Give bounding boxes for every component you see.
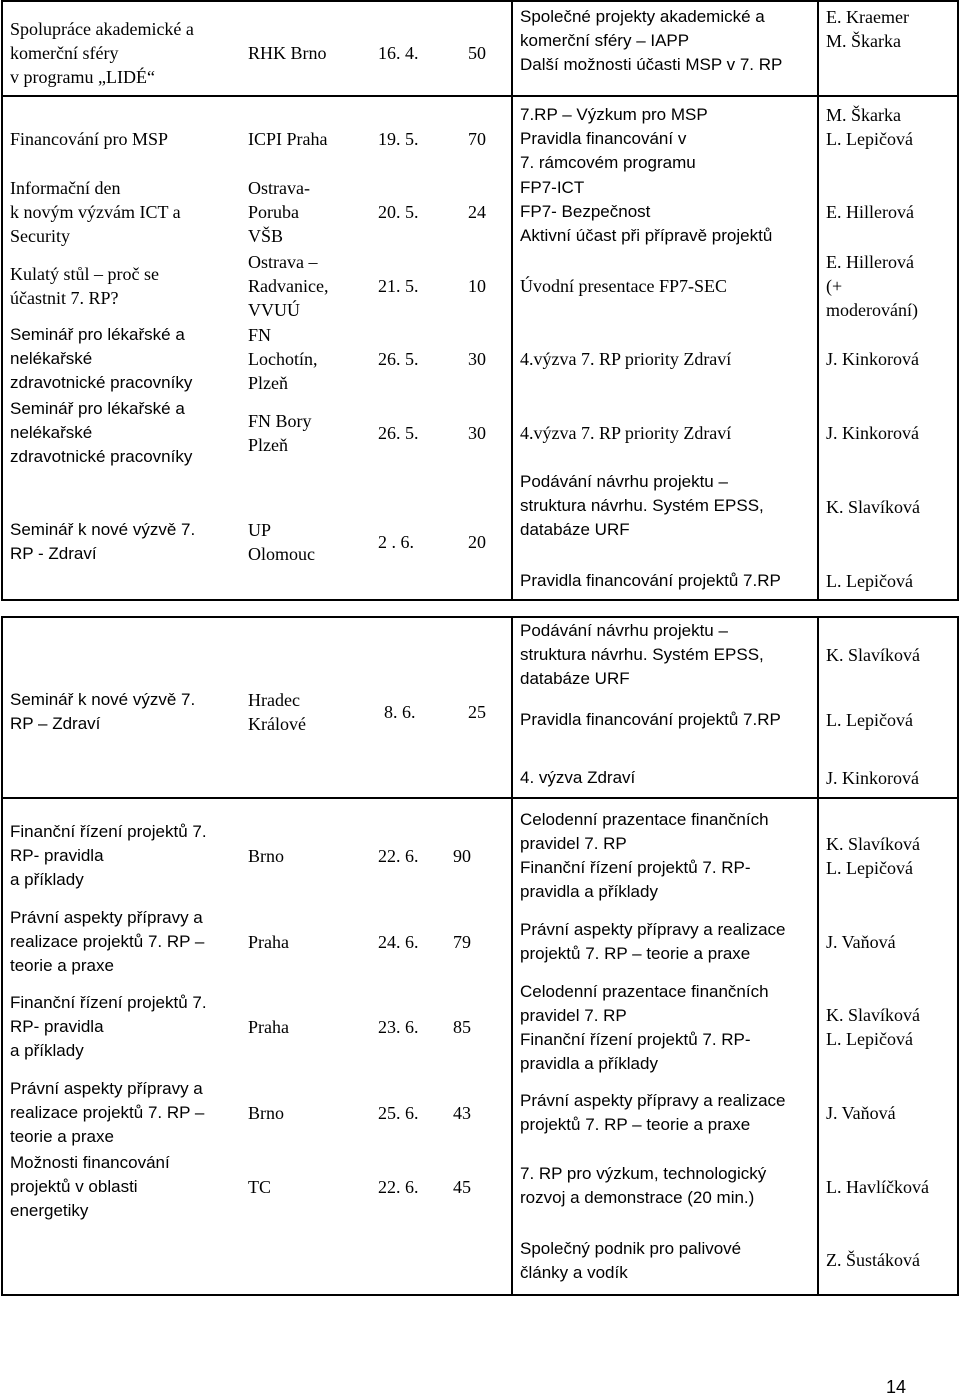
event-topic: Pravidla financování projektů 7.RP	[520, 571, 781, 590]
page-number: 14	[886, 1377, 907, 1397]
event-topic: Podávání návrhu projektu – struktura návrhu. Systém EPSS, databáze URF	[520, 472, 764, 539]
event-place: Ostrava – Radvanice, VVUÚ	[248, 252, 329, 320]
event-topic: 7. RP pro výzkum, technologický rozvoj a demonstrace (20 min.)	[520, 1164, 767, 1207]
event-speaker: J. Vaňová	[826, 1103, 896, 1123]
event-title: Kulatý stůl – proč se účastnit 7. RP?	[10, 264, 159, 308]
event-title: Spolupráce akademické a komerční sféry v programu „LIDÉ“	[10, 19, 194, 87]
event-attendance: 79	[453, 932, 471, 952]
event-attendance: 90	[453, 846, 471, 866]
event-topic: Podávání návrhu projektu – struktura návrhu. Systém EPSS, databáze URF	[520, 621, 764, 688]
event-title: Seminář k nové výzvě 7. RP – Zdraví	[10, 690, 196, 733]
event-place: TC	[248, 1177, 272, 1197]
event-topic: Celodenní prazentace finančních pravidel 7. RP Finanční řízení projektů 7. RP- pravidla a příklady	[520, 810, 769, 901]
event-date: 2 . 6.	[378, 532, 414, 552]
event-date: 23. 6.	[378, 1017, 419, 1037]
event-date: 21. 5.	[378, 276, 419, 296]
table-border	[1, 1294, 958, 1296]
table-border	[957, 0, 959, 601]
table-border	[1, 797, 3, 1296]
event-attendance: 45	[453, 1177, 471, 1197]
event-title: Finanční řízení projektů 7. RP- pravidla a příklady	[10, 822, 207, 889]
event-speakers: M. Škarka L. Lepičová	[826, 105, 913, 149]
event-topic: FP7-ICT FP7- Bezpečnost Aktivní účast při přípravě projektů	[520, 178, 773, 245]
event-attendance: 24	[468, 202, 486, 222]
event-topic: 4.výzva 7. RP priority Zdraví	[520, 423, 732, 443]
event-title: Informační den k novým výzvám ICT a Security	[10, 178, 181, 246]
event-place: FN Bory Plzeň	[248, 411, 312, 455]
table-border	[957, 797, 959, 1296]
event-attendance: 10	[468, 276, 486, 296]
event-speakers: K. Slavíková L. Lepičová	[826, 1005, 920, 1049]
table-border	[511, 616, 513, 799]
table-border	[511, 797, 513, 1296]
event-topic: Společný podnik pro palivové články a vodík	[520, 1239, 742, 1282]
event-place: Praha	[248, 932, 289, 952]
event-title: Financování pro MSP	[10, 129, 169, 149]
event-date: 24. 6.	[378, 932, 419, 952]
event-topic: 4.výzva 7. RP priority Zdraví	[520, 349, 732, 369]
event-place: Brno	[248, 846, 284, 866]
event-attendance: 30	[468, 349, 486, 369]
event-date: 22. 6.	[378, 846, 419, 866]
event-place: UP Olomouc	[248, 520, 315, 564]
event-topic: Celodenní prazentace finančních pravidel 7. RP Finanční řízení projektů 7. RP- pravidla a příklady	[520, 982, 769, 1073]
event-place: FN Lochotín, Plzeň	[248, 325, 318, 393]
table-border	[817, 797, 819, 1296]
event-title: Seminář k nové výzvě 7. RP - Zdraví	[10, 520, 196, 563]
table-border	[1, 0, 3, 601]
table-border	[1, 797, 958, 799]
event-title: Možnosti financování projektů v oblasti energetiky	[10, 1153, 170, 1220]
event-title: Seminář pro lékařské a nelékařské zdravotnické pracovníky	[10, 325, 193, 392]
event-speaker: J. Kinkorová	[826, 768, 919, 788]
table-border	[817, 616, 819, 799]
event-speaker: K. Slavíková	[826, 645, 920, 665]
table-border	[1, 616, 3, 799]
event-place: RHK Brno	[248, 43, 327, 63]
table-border	[511, 0, 513, 601]
event-title: Právní aspekty přípravy a realizace projektů 7. RP – teorie a praxe	[10, 1079, 205, 1146]
event-speaker: E. Hillerová	[826, 202, 914, 222]
event-speaker: L. Lepičová	[826, 571, 913, 591]
event-speakers: E. Kraemer M. Škarka	[826, 7, 909, 51]
event-attendance: 25	[468, 702, 486, 722]
event-date: 26. 5.	[378, 349, 419, 369]
event-topic: Pravidla financování projektů 7.RP	[520, 710, 781, 729]
event-place: ICPI Praha	[248, 129, 328, 149]
event-attendance: 50	[468, 43, 486, 63]
event-date: 22. 6.	[378, 1177, 419, 1197]
event-speaker: Z. Šustáková	[826, 1250, 920, 1270]
table-border	[1, 616, 958, 618]
event-place: Brno	[248, 1103, 284, 1123]
event-date: 20. 5.	[378, 202, 419, 222]
table-border	[817, 0, 819, 601]
event-place: Ostrava- Poruba VŠB	[248, 178, 310, 246]
event-topic: Společné projekty akademické a komerční sféry – IAPP Další možnosti účasti MSP v 7. RP	[520, 7, 783, 74]
event-speaker: K. Slavíková	[826, 497, 920, 517]
event-speaker: J. Vaňová	[826, 932, 896, 952]
event-place: Hradec Králové	[248, 690, 306, 734]
table-border	[1, 599, 958, 601]
event-speakers: E. Hillerová (+ moderování)	[826, 252, 918, 320]
event-topic: Úvodní presentace FP7-SEC	[520, 276, 727, 296]
event-date: 8. 6.	[384, 702, 416, 722]
event-speakers: K. Slavíková L. Lepičová	[826, 834, 920, 878]
event-topic: 7.RP – Výzkum pro MSP Pravidla financování v 7. rámcovém programu	[520, 105, 708, 172]
event-speaker: L. Lepičová	[826, 710, 913, 730]
event-date: 25. 6.	[378, 1103, 419, 1123]
event-speaker: J. Kinkorová	[826, 349, 919, 369]
event-attendance: 20	[468, 532, 486, 552]
event-date: 26. 5.	[378, 423, 419, 443]
event-date: 16. 4.	[378, 43, 419, 63]
event-attendance: 85	[453, 1017, 471, 1037]
event-title: Finanční řízení projektů 7. RP- pravidla a příklady	[10, 993, 207, 1060]
table-border	[1, 0, 958, 2]
event-topic: Právní aspekty přípravy a realizace projektů 7. RP – teorie a praxe	[520, 1091, 786, 1134]
table-border	[957, 616, 959, 799]
event-attendance: 43	[453, 1103, 471, 1123]
event-attendance: 30	[468, 423, 486, 443]
event-title: Právní aspekty přípravy a realizace projektů 7. RP – teorie a praxe	[10, 908, 205, 975]
table-border	[1, 95, 958, 97]
event-topic: 4. výzva Zdraví	[520, 768, 636, 787]
event-date: 19. 5.	[378, 129, 419, 149]
event-speaker: J. Kinkorová	[826, 423, 919, 443]
event-place: Praha	[248, 1017, 289, 1037]
event-title: Seminář pro lékařské a nelékařské zdravotnické pracovníky	[10, 399, 193, 466]
event-attendance: 70	[468, 129, 486, 149]
event-topic: Právní aspekty přípravy a realizace projektů 7. RP – teorie a praxe	[520, 920, 786, 963]
event-speaker: L. Havlíčková	[826, 1177, 929, 1197]
